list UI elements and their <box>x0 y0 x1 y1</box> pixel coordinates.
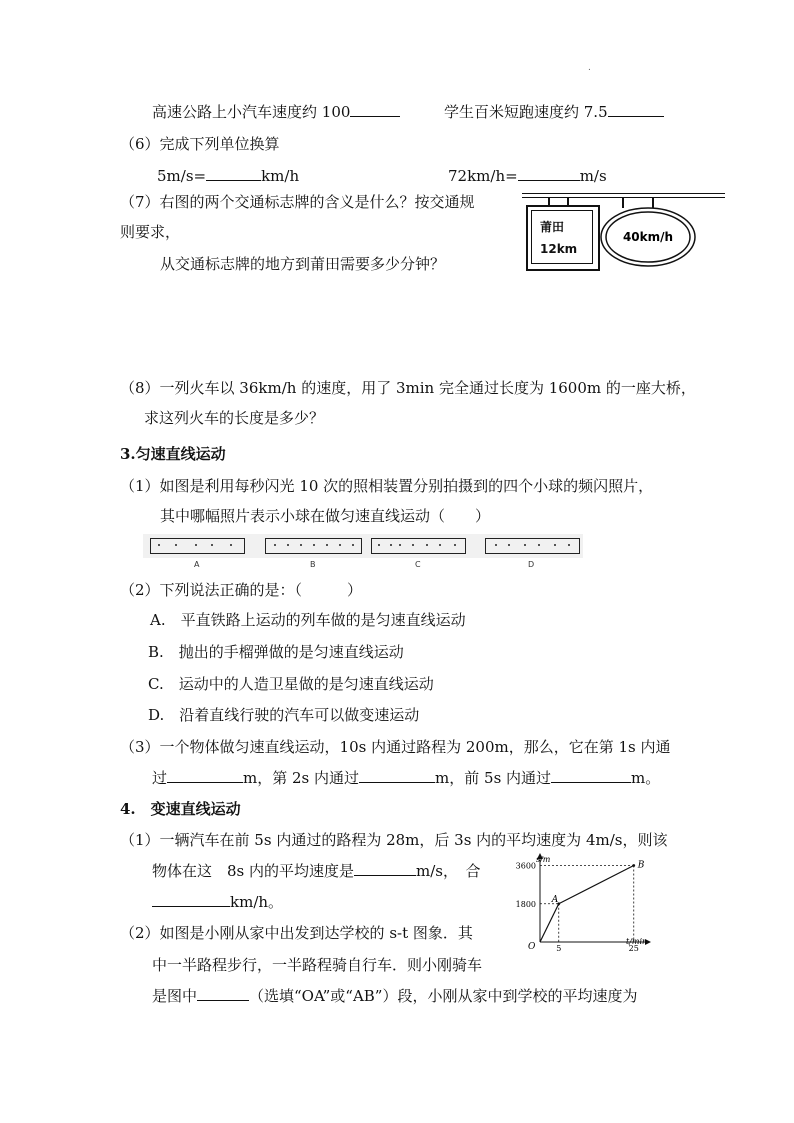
s4-q2-blank[interactable] <box>197 986 249 1001</box>
s4-q1-blank-ms[interactable] <box>354 861 416 876</box>
car-speed-text: 高速公路上小汽车速度约 100 <box>152 103 351 121</box>
st-segment <box>540 904 559 942</box>
sign-speed: 40km/h <box>622 230 674 244</box>
q6-right-conversion <box>448 166 607 186</box>
strobe-photo-b <box>265 538 362 554</box>
s3-q3-line1: （3）一个物体做匀速直线运动，10s 内通过路程为 200m，那么，它在第 1s 内通 <box>120 738 671 756</box>
x-tick-label: 25 <box>628 944 639 953</box>
section4-heading: 4. 变速直线运动 <box>120 800 241 818</box>
s3-q3-text: m，前 5s 内通过 <box>435 769 552 787</box>
st-graph <box>500 846 660 958</box>
speed-limit-sign <box>598 206 698 270</box>
y-tick-label: 3600 <box>515 861 536 871</box>
s3-q1-line2: 其中哪幅照片表示小球在做匀速直线运动（ ） <box>160 507 491 525</box>
x-axis-label: t/min <box>626 937 648 946</box>
q8-line2: 求这列火车的长度是多少？ <box>144 409 325 427</box>
student-speed-question <box>444 102 664 122</box>
x-tick-label: 5 <box>556 944 562 953</box>
q6-right-blank[interactable] <box>518 166 580 181</box>
s4-q1-text: 物体在这 8s 内的平均速度是 <box>152 862 355 880</box>
q7-line3: 从交通标志牌的地方到莆田需要多少分钟？ <box>160 255 446 273</box>
s4-q2-text: 是图中 <box>152 987 198 1005</box>
section3-heading: 3.匀速直线运动 <box>120 445 226 463</box>
sign-place: 莆田 <box>540 220 565 234</box>
s3-q3-text: 过 <box>152 769 168 787</box>
s4-q1-blank-kmh[interactable] <box>152 892 230 907</box>
corner-mark: . <box>588 63 591 73</box>
distance-sign-inner <box>531 210 593 264</box>
photo-label-d: D <box>528 560 535 569</box>
s3-q1-line1: （1）如图是利用每秒闪光 10 次的照相装置分别拍摄到的四个小球的频闪照片， <box>120 477 654 495</box>
car-speed-blank[interactable] <box>350 102 400 117</box>
origin-label: O <box>528 942 536 952</box>
s3-q3-blank-3[interactable] <box>551 768 631 783</box>
student-speed-blank[interactable] <box>608 102 664 117</box>
photo-label-c: C <box>415 560 421 569</box>
s3-q3-line2 <box>152 768 660 788</box>
s3-q3-text: m。 <box>631 769 661 787</box>
option-a[interactable]: A. 平直铁路上运动的列车做的是匀速直线运动 <box>150 611 466 629</box>
st-point <box>632 864 635 867</box>
s4-q1-text: m/s， 合 <box>416 862 481 880</box>
student-speed-text: 学生百米短跑速度约 7.5 <box>444 103 608 121</box>
point-label-a: A <box>551 894 559 905</box>
s4-q2-line2: 中一半路程步行，一半路程骑自行车．则小刚骑车 <box>152 956 483 974</box>
option-b[interactable]: B. 抛出的手榴弹做的是匀速直线运动 <box>148 643 404 661</box>
q6-left-unit: km/h <box>261 167 300 185</box>
s4-q2-line3 <box>152 986 637 1006</box>
s4-q1-line1: （1）一辆汽车在前 5s 内通过的路程为 28m，后 3s 内的平均速度为 4m/s，则该 <box>120 831 668 849</box>
q7-line1: （7）右图的两个交通标志牌的含义是什么？按交通规 <box>120 193 475 211</box>
y-tick-label: 1800 <box>515 899 536 909</box>
s4-q1-line2 <box>152 861 481 881</box>
st-segment <box>559 866 634 904</box>
q7-line2: 则要求， <box>120 223 181 241</box>
q6-left-prefix: 5m/s= <box>157 167 207 185</box>
s3-q3-text: m，第 2s 内通过 <box>243 769 360 787</box>
s4-q1-line3 <box>152 892 283 912</box>
s3-q3-blank-1[interactable] <box>167 768 243 783</box>
s3-q3-blank-2[interactable] <box>359 768 435 783</box>
q6-right-unit: m/s <box>579 167 607 185</box>
car-speed-question <box>152 102 400 122</box>
y-axis-label: s/m <box>536 855 551 864</box>
q6-left-blank[interactable] <box>206 166 261 181</box>
s4-q1-text: km/h。 <box>230 893 284 911</box>
q6-title: （6）完成下列单位换算 <box>120 135 280 153</box>
option-d[interactable]: D. 沿着直线行驶的汽车可以做变速运动 <box>148 706 420 724</box>
q6-left-conversion <box>157 166 299 186</box>
q8-line1: （8）一列火车以 36km/h 的速度，用了 3min 完全通过长度为 1600m 的一座大桥， <box>120 379 696 397</box>
distance-sign <box>526 205 600 271</box>
strobe-photo-c <box>371 538 466 554</box>
point-label-b: B <box>637 860 645 871</box>
q6-right-prefix: 72km/h= <box>448 167 518 185</box>
strobe-photo-d <box>485 538 580 554</box>
photo-label-a: A <box>194 560 200 569</box>
sign-distance: 12km <box>540 242 578 256</box>
s4-q2-text: （选填“OA”或“AB”）段，小刚从家中到学校的平均速度为 <box>249 987 638 1005</box>
photo-label-b: B <box>310 560 316 569</box>
s4-q2-line1: （2）如图是小刚从家中出发到达学校的 s-t 图象．其 <box>120 924 473 942</box>
option-c[interactable]: C. 运动中的人造卫星做的是匀速直线运动 <box>148 675 434 693</box>
s3-q2-title: （2）下列说法正确的是：（ ） <box>120 581 363 599</box>
strobe-photo-a <box>150 538 245 554</box>
